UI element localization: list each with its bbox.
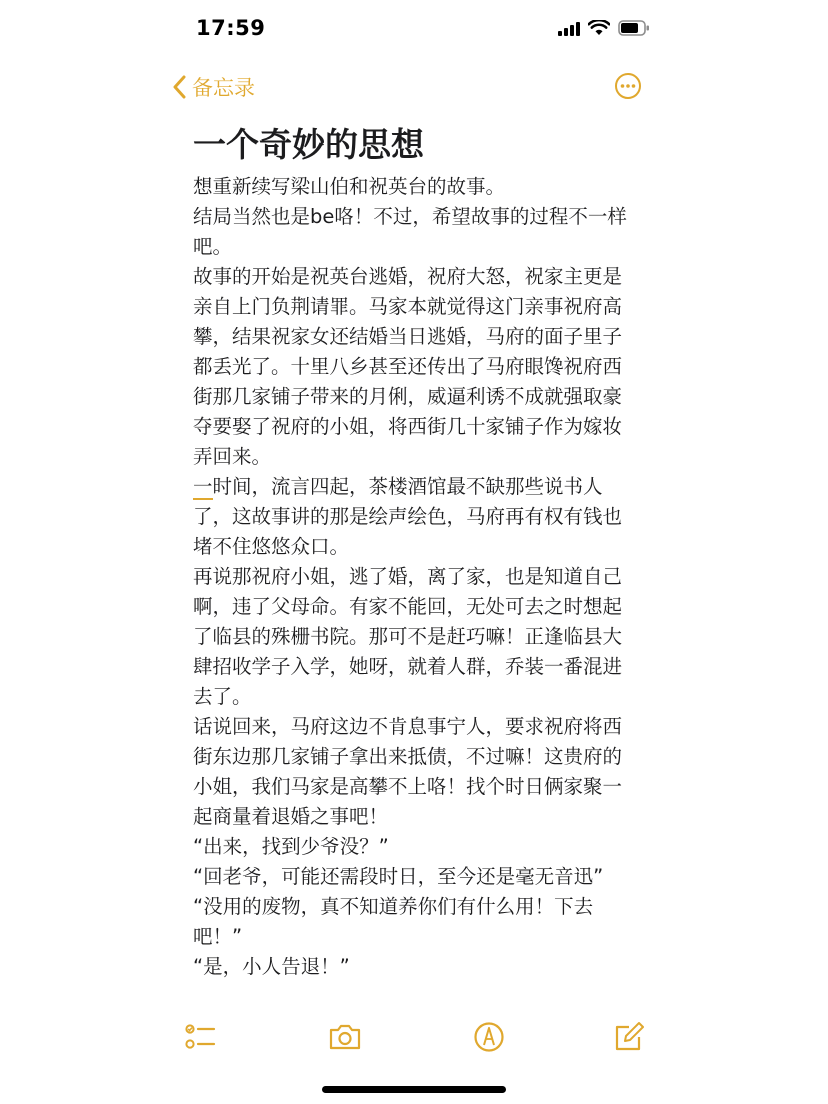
note-paragraph: 结局当然也是be咯！不过，希望故事的过程不一样吧。	[193, 205, 627, 258]
note-paragraph: 再说那祝府小姐，逃了婚，离了家，也是知道自己啊，违了父母命。有家不能回，无处可去之时想起了临县的殊栅书院。那可不是赶巧嘛！正逢临县大肆招收学子入学，她呀，就着人群，乔装一番混进去了。	[193, 565, 623, 708]
markup-button[interactable]	[472, 1020, 506, 1054]
markup-pen-icon	[472, 1020, 506, 1054]
back-button[interactable]	[172, 72, 255, 102]
status-time: 17:59	[196, 16, 266, 40]
camera-icon	[328, 1020, 362, 1054]
cellular-signal-icon	[558, 21, 580, 36]
compose-button[interactable]	[612, 1020, 646, 1054]
camera-button[interactable]	[328, 1020, 362, 1054]
status-icons	[558, 20, 650, 36]
note-body[interactable]	[193, 172, 635, 982]
note-editor[interactable]	[193, 122, 635, 982]
ellipsis-circle-icon	[614, 72, 642, 100]
checklist-button[interactable]	[184, 1020, 218, 1054]
battery-icon	[618, 20, 650, 36]
checklist-icon	[184, 1020, 218, 1054]
note-paragraph-text: 时间，流言四起，茶楼酒馆最不缺那些说书人了，这故事讲的那是绘声绘色，马府再有权有钱也堵不住悠悠众口。	[193, 475, 623, 558]
wifi-icon	[588, 20, 610, 36]
note-paragraph: 想重新续写梁山伯和祝英台的故事。	[193, 175, 506, 198]
more-button[interactable]	[614, 72, 642, 100]
back-label: 备忘录	[192, 76, 255, 100]
compose-icon	[612, 1020, 646, 1054]
note-paragraph: “没用的废物，真不知道养你们有什么用！下去吧！”	[193, 895, 594, 948]
note-paragraph: “回老爷，可能还需段时日，至今还是毫无音迅”	[193, 865, 604, 888]
note-paragraph: “是，小人告退！”	[193, 955, 350, 978]
note-paragraph: 话说回来，马府这边不肯息事宁人，要求祝府将西街东边那几家铺子拿出来抵债，不过嘛！这贵府的小姐，我们马家是高攀不上咯！找个时日俩家聚一起商量着退婚之事吧！	[193, 715, 623, 828]
status-bar	[0, 0, 828, 62]
text-cursor-marker: 一	[193, 475, 213, 498]
nav-bar	[0, 62, 828, 112]
note-title[interactable]: 一个奇妙的思想	[193, 125, 424, 164]
bottom-toolbar	[0, 1016, 828, 1056]
note-paragraph: “出来，找到少爷没？”	[193, 835, 389, 858]
home-indicator[interactable]	[322, 1086, 506, 1093]
chevron-left-icon	[172, 75, 186, 99]
note-paragraph: 故事的开始是祝英台逃婚，祝府大怒，祝家主更是亲自上门负荆请罪。马家本就觉得这门亲事祝府高攀，结果祝家女还结婚当日逃婚，马府的面子里子都丢光了。十里八乡甚至还传出了马府眼馋祝府西街那几家铺子带来的月俐，威逼利诱不成就强取豪夺要娶了祝府的小姐，将西街几十家铺子作为嫁妆弄回来。	[193, 265, 623, 468]
note-paragraph	[193, 472, 635, 562]
